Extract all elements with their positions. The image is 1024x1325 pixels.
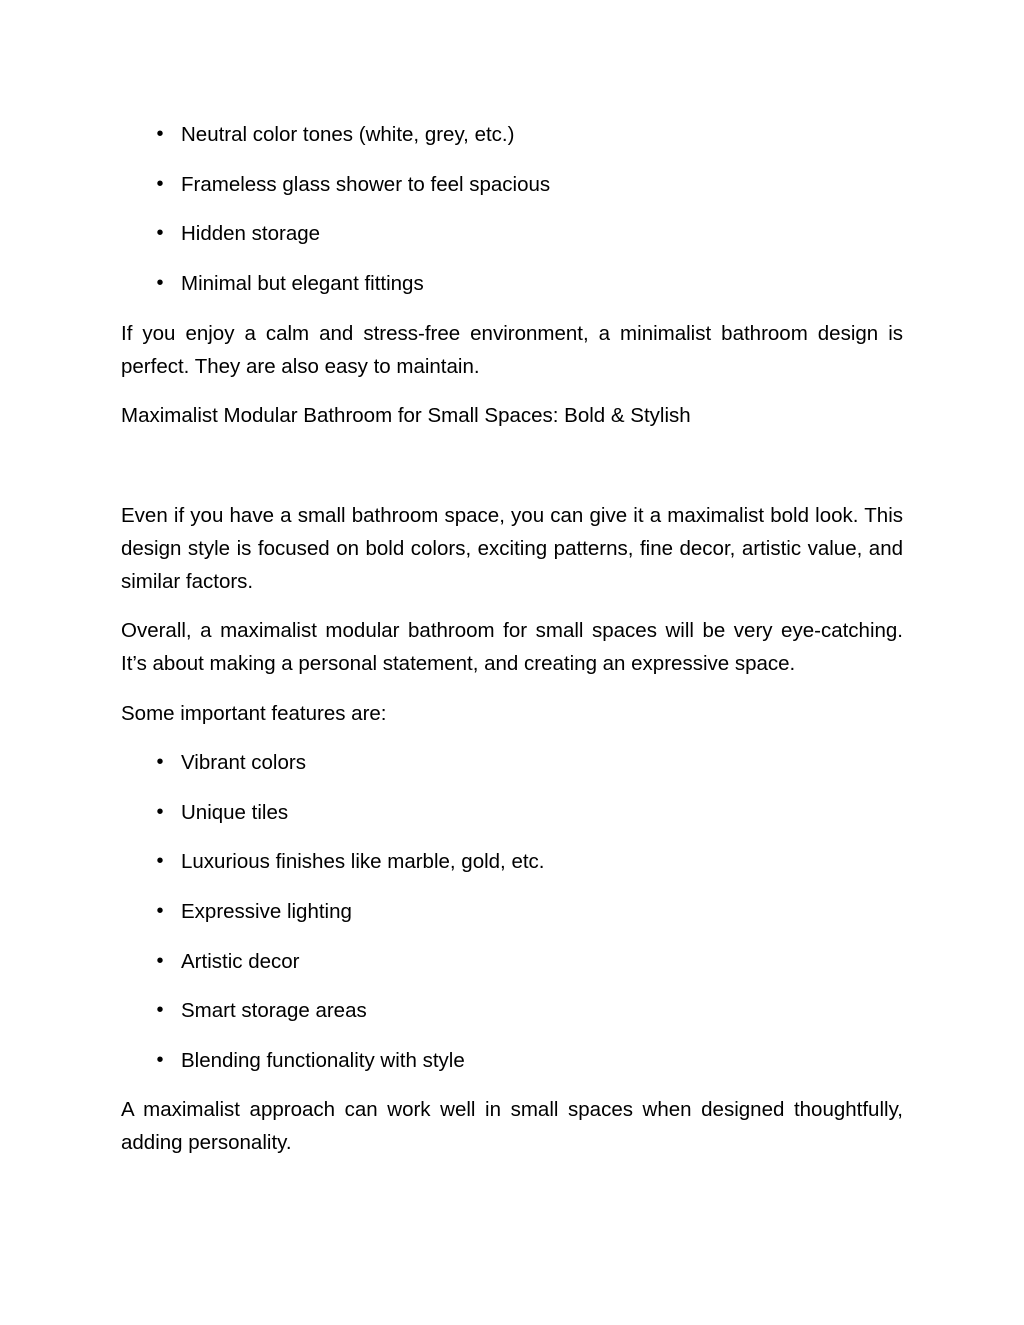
list-item <box>121 217 903 250</box>
list-item-text: Vibrant colors <box>181 751 306 774</box>
minimalist-features-list <box>121 118 903 317</box>
bullet-icon: • <box>156 172 164 195</box>
maximalist-overall-paragraph: Overall, a maximalist modular bathroom for small spaces will be very eye-catching. It’s about making a personal statement, and creating an expressive space. <box>121 619 903 675</box>
bullet-icon: • <box>156 222 164 245</box>
features-intro-paragraph: Some important features are: <box>121 702 387 725</box>
list-item-text: Minimal but elegant fittings <box>181 272 424 296</box>
list-item-text: Smart storage areas <box>181 999 367 1023</box>
list-item-text: Luxurious finishes like marble, gold, etc. <box>181 850 545 874</box>
bullet-icon: • <box>156 272 164 295</box>
document-page <box>121 0 903 1325</box>
bullet-icon: • <box>156 1049 164 1072</box>
minimalist-summary-paragraph: If you enjoy a calm and stress-free environment, a minimalist bathroom design is perfect. They are also easy to maintain. <box>121 322 903 378</box>
bullet-icon: • <box>156 800 164 823</box>
list-item <box>121 267 903 300</box>
list-item-text: Hidden storage <box>181 222 321 246</box>
list-item <box>121 994 903 1027</box>
list-item-text: Unique tiles <box>181 800 289 824</box>
maximalist-features-list <box>121 746 903 1094</box>
section-heading: Maximalist Modular Bathroom for Small Spaces: Bold & Stylish <box>121 404 691 427</box>
bullet-icon: • <box>156 949 164 972</box>
bullet-icon: • <box>156 850 164 873</box>
list-item <box>121 845 903 878</box>
list-item <box>121 746 903 779</box>
bullet-icon: • <box>156 900 164 923</box>
bullet-icon: • <box>156 751 164 773</box>
list-item-text: Blending functionality with style <box>181 1049 465 1073</box>
list-item <box>121 168 903 201</box>
list-item <box>121 945 903 978</box>
bullet-icon: • <box>156 999 164 1022</box>
list-item-text: Artistic decor <box>181 949 300 973</box>
list-item-text: Neutral color tones (white, grey, etc.) <box>181 123 515 146</box>
list-item <box>121 118 903 151</box>
list-item-text: Frameless glass shower to feel spacious <box>181 172 551 196</box>
conclusion-paragraph: A maximalist approach can work well in small spaces when designed thoughtfully, adding personality. <box>121 1098 903 1154</box>
list-item <box>121 895 903 928</box>
maximalist-intro-paragraph: Even if you have a small bathroom space, you can give it a maximalist bold look. This design style is focused on bold colors, exciting patterns, fine decor, artistic value, and similar factors. <box>121 504 903 593</box>
list-item <box>121 1044 903 1077</box>
list-item <box>121 796 903 829</box>
bullet-icon: • <box>156 123 164 145</box>
list-item-text: Expressive lighting <box>181 900 352 924</box>
